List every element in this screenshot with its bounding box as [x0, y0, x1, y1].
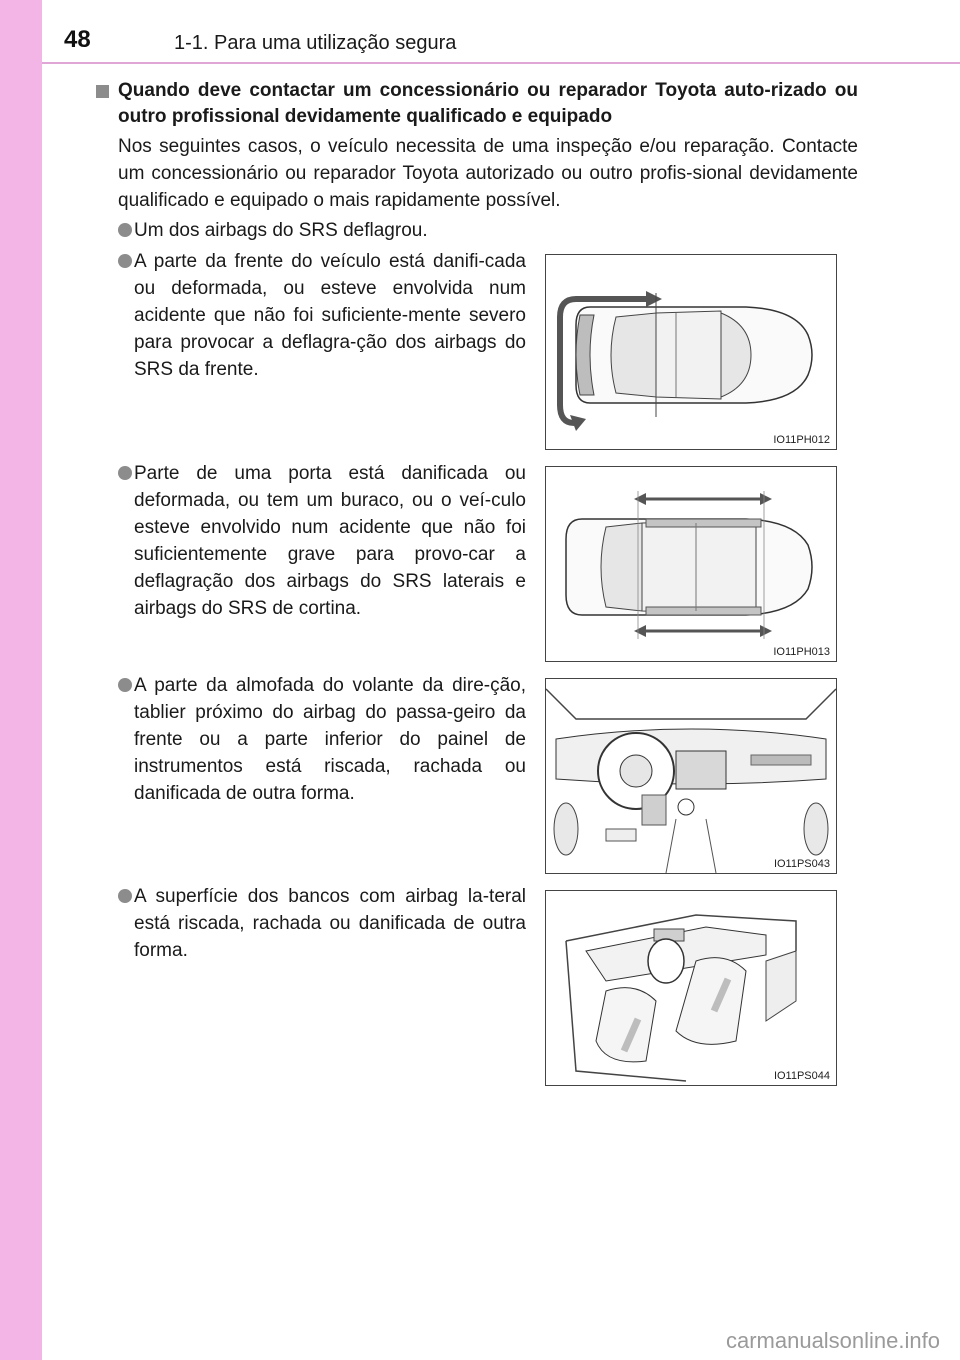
bullet-text: A parte da frente do veículo está danifi-cada ou deformada, ou esteve envolvida num acidente que não foi suficiente-mente severo para provocar a deflagra-ção dos airbags do SRS da frente. — [134, 251, 526, 380]
square-bullet-icon — [96, 85, 109, 98]
circle-bullet-icon — [118, 223, 132, 237]
circle-bullet-icon — [118, 678, 132, 692]
figure-code: IO11PH013 — [773, 646, 830, 658]
bullet-text: Um dos airbags do SRS deflagrou. — [134, 220, 428, 241]
intro-paragraph: Nos seguintes casos, o veículo necessita de uma inspeção e/ou reparação. Contacte um concessionário ou reparador Toyota autorizado ou outro profis-sional devidamente qualificado e equipado o mais rapidamente possível. — [118, 136, 858, 211]
page-number: 48 — [64, 26, 91, 53]
figure-seat-airbags — [545, 890, 837, 1086]
subsection-heading — [96, 78, 858, 130]
watermark: carmanualsonline.info — [725, 1328, 940, 1353]
car-top-view-illustration — [546, 255, 836, 449]
section-title: 1-1. Para uma utilização segura — [174, 32, 457, 54]
seat-side-airbag-illustration — [546, 891, 836, 1085]
heading-text: Quando deve contactar um concessionário ou reparador Toyota auto-rizado ou outro profissional devidamente qualificado e equipado — [118, 80, 858, 127]
figure-code: IO11PH012 — [773, 434, 830, 446]
circle-bullet-icon — [118, 466, 132, 480]
bullet-item — [118, 248, 526, 383]
bullet-item — [118, 460, 526, 622]
figure-side-damage — [545, 466, 837, 662]
figure-code: IO11PS043 — [773, 858, 830, 870]
figure-front-damage — [545, 254, 837, 450]
bullet-text: Parte de uma porta está danificada ou deformada, ou tem um buraco, ou o veí-culo esteve envolvido num acidente que não foi suficientemente grave para provo-car a deflagração dos airbags do SRS laterais e airbags do SRS de cortina. — [134, 463, 526, 619]
circle-bullet-icon — [118, 254, 132, 268]
figure-dashboard — [545, 678, 837, 874]
bullet-text: A superfície dos bancos com airbag la-teral está riscada, rachada ou danificada de outra forma. — [134, 886, 526, 961]
bullet-text: A parte da almofada do volante da dire-ção, tablier próximo do airbag do passa-geiro da frente ou a parte inferior do painel de instrumentos está riscada, rachada ou danificada de outra forma. — [134, 675, 526, 804]
header-rule — [42, 62, 960, 64]
bullet-item — [118, 883, 526, 964]
bullet-item — [118, 672, 526, 807]
side-color-band — [0, 0, 42, 1360]
bullet-item — [118, 217, 538, 244]
car-side-impact-illustration — [546, 467, 836, 661]
circle-bullet-icon — [118, 889, 132, 903]
dashboard-illustration — [546, 679, 836, 873]
figure-code: IO11PS044 — [773, 1070, 830, 1082]
